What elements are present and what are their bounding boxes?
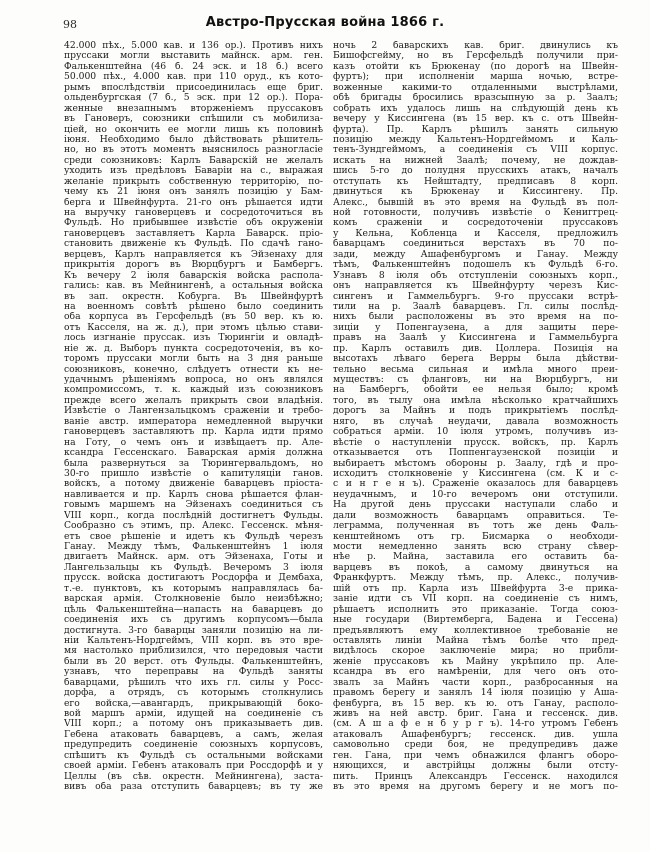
text-line: становить движеніе къ Фульдѣ. По сдачѣ гано- [64,239,323,250]
text-line: Сообразно съ этимъ, пр. Алекс. Гессенск. мѣня- [64,521,323,532]
text-line: двинуться къ Брюкенау и Киссингену. Пр. [333,187,618,198]
text-line: вечеру у Киссингена (въ 15 вер. къ с. отъ Швейн- [333,114,618,125]
text-line: с и н г е н ъ). Сраженіе оказалось для баварцевъ [333,479,618,490]
text-line: отступать къ Нейштадту, предписавъ 8 корп. [333,176,618,187]
text-line: фурта). Пр. Карлъ рѣшилъ занять сильную [333,124,618,135]
text-line: гановерцевъ заставляетъ Карла Баварск. пріо- [64,228,323,239]
text-line: ной готовности, получивъ извѣстіе о Кениггрец- [333,208,618,218]
text-line: отъ Касселя, на ж. д.), при этомъ цѣлью стави- [64,322,323,333]
text-line: собраться арміи. 10 іюля утромъ, получивъ из- [333,427,618,438]
text-line: мости немедленно занять всю страну сѣвер- [333,542,618,552]
text-line: на военномъ совѣтѣ рѣшено было соединить [64,301,323,312]
text-line: на Бамбергъ, обойти ее нельзя было; кромѣ [333,385,618,396]
text-line: Бишофсгейму, но въ Герсфельдѣ получили при- [333,51,618,62]
text-line: т.-е. пунктовъ, къ которымъ направлялась ба- [64,583,323,594]
text-line: шись 5-го до полудня прусскихъ атакъ, началъ [333,166,618,177]
text-line: высотахъ лѣваго берега Верры была дѣйстви- [333,354,618,365]
text-line: самовольно среди боя, не предупредивъ даже [333,740,618,751]
text-line: говымъ маршемъ на Эйзенахъ соединиться съ [64,500,323,511]
text-line: лось изгнаніе пруссак. изъ Тюрингіи и овладѣ- [64,333,323,344]
text-line: нихъ были расположены въ это время на по- [333,312,618,323]
text-line: дорфа, а отрядъ, съ которымъ столкнулись [64,688,323,699]
text-line: на Готу, о чемъ онъ и извѣщаетъ пр. Але- [64,437,323,448]
text-line: ксандра Гессенскаго. Баварская армія должна [64,448,323,459]
text-line: прикрытія дорогъ въ Вюрцбургъ и Бамбергъ. [64,260,323,271]
text-line: Фалькенштейна (46 б. 24 эск. и 18 б.) всего [64,61,323,72]
text-line: заніе идти съ VII корп. на соединеніе съ нимъ, [333,594,618,605]
text-line: ген. Гана, при чемъ обнажился флангъ оборо- [333,750,618,761]
text-line: сингенъ и Гаммельбургъ. 9-го пруссаки встрѣ- [333,291,618,302]
text-line: женные внезапнымъ вторженіемъ пруссаковъ [64,103,323,114]
text-line: воженные какими-то отдаленными выстрѣлами, [333,82,618,93]
text-line: была развернуться за Тюрингервальдомъ, но [64,458,323,469]
text-line: леграмма, полученная въ тотъ же день Фаль- [333,521,618,532]
text-line: звалъ за Майнъ части корп., разбросанныя на [333,677,618,688]
text-line: тили на р. Заалѣ баварцевъ. Гл. силы послѣд- [333,301,618,312]
text-line: VIII корп., когда послѣдній достигнетъ Фульды. [64,510,323,521]
right-column [333,41,618,793]
text-line: ціей, но окончить ее могли лишь къ половинѣ [64,124,323,135]
text-line: верцевъ, Карлъ направляется къ Эйзенаху для [64,249,323,260]
text-line: прусск. войска достигаютъ Росдорфа и Дембаха, [64,573,323,584]
text-line: спѣшитъ къ Фульдѣ съ остальными войсками [64,750,323,761]
text-line: дали возможность баварцамъ оправиться. Те- [333,510,618,521]
text-line: шій отъ пр. Карла изъ Швейфурта 3-е прика- [333,583,618,594]
text-line: 42.000 пѣх., 5.000 кав. и 136 ор.). Противъ нихъ [64,41,323,51]
text-line: ксандра въ его намѣреніи, для чего онъ ото- [333,667,618,678]
text-line: его войска,—авангардъ, прикрывающій боко- [64,698,323,709]
text-line: пр. Карлъ оставилъ див. Цоллера. Позиція на [333,343,618,354]
text-line: вивъ оба раза отступить баварцевъ; въ ту же [64,782,323,793]
text-line: компромиссомъ, т. к. каждый изъ союзниковъ [64,385,323,396]
text-line: своей арміи. Гебенъ атаковалъ при Россдорфѣ и у [64,761,323,772]
text-line: выбираетъ мѣстомъ обороны р. Заалу, гдѣ и про- [333,458,618,469]
text-line: навливается и пр. Карлъ снова рѣшается флан- [64,489,323,500]
text-line: пруссаки могли выставить майнск. арм. ген. [64,51,323,62]
text-line: Извѣстіе о Лангензальцкомъ сраженіи и требо- [64,406,323,417]
text-line: Фульдѣ. Но прибывшее извѣстіе объ окруженіи [64,218,323,229]
text-line: были въ 20 верст. отъ Фульды. Фалькенштейнъ, [64,656,323,667]
text-line: войскъ, а потому движеніе баварцевъ пріоста- [64,479,323,490]
text-line: обѣ бригады бросились вразсыпную за р. Заалъ; [333,93,618,104]
text-line: у Кельна, Кобленца и Касселя, предложилъ [333,228,618,239]
text-line: видѣлось скорое заключеніе мира; но прибли- [333,646,618,657]
text-line: прежде всего желалъ прикрыть свои владѣнія. [64,395,323,406]
text-line: предупредить соединеніе союзныхъ корпусовъ, [64,740,323,751]
text-line: Лангельзальцы къ Фульдѣ. Вечеромъ 3 іюля [64,562,323,573]
text-line: зади, между Ашафенбургомъ и Ганау. Между [333,249,618,260]
text-line: искать на нижней Заалѣ; почему, не дождав- [333,155,618,166]
page-header [0,15,650,35]
text-line: соединенія ихъ съ другимъ корпусомъ—была [64,615,323,626]
text-line: въ зап. окрестн. Кобурга. Въ Швейнфуртѣ [64,291,323,302]
text-line: въ Гановеръ, союзники спѣшили съ мобилиза- [64,114,323,125]
text-line: желаніе прикрыть собственную территорію, по- [64,176,323,187]
text-line: но, но въ этотъ моментъ выяснилось разногласіе [64,145,323,156]
text-line: фуртъ); при исполненіи марша ночью, встре- [333,72,618,83]
text-line: Къ вечеру 2 іюля баварскія войска распола- [64,270,323,281]
text-line: ночь 2 баварскихъ кав. бриг. двинулись къ [333,41,618,51]
text-line: баварцамъ соединиться верстахъ въ 70 по- [333,239,618,250]
text-line: союзниковъ, конечно, слѣдуетъ отнести къ не- [64,364,323,375]
text-line: достигнута. 3-го баварцы заняли позицію на ли- [64,625,323,636]
page-number: 98 [63,18,77,31]
text-line: вѣстіе о наступленіи прусск. войскъ, пр. Карлъ [333,437,618,448]
text-line: среди союзниковъ: Карлъ Баварскій не желалъ [64,155,323,166]
text-line: няющихся, и австрійцы должны были отсту- [333,761,618,772]
text-line: пить. Принцъ Александръ Гессенск. находился [333,771,618,782]
text-line: муществъ: съ фланговъ, ни на Вюрцбургъ, ни [333,375,618,385]
text-line: въ это время на другомъ берегу и не могъ по- [333,782,618,793]
text-line: собрать ихъ удалось лишь на слѣдующій день къ [333,103,618,114]
page-title: Австро-Прусская война 1866 г. [205,15,445,30]
text-line: на выручку гановерцевъ и сосредоточиться въ [64,208,323,218]
text-line: фенбурга, въ 15 вер. къ ю. отъ Ганау, располо- [333,698,618,709]
text-line: ніе ж. д. Выборъ пункта сосредоточенія, въ ко- [64,343,323,354]
text-line: гались: кав. въ Мейнингенѣ, а остальныя войска [64,281,323,292]
text-line: ваніе австр. императора немедленной выручки [64,416,323,427]
text-line: исходитъ столкновеніе у Киссингена (см. К и с- [333,468,618,479]
text-line: кенштейномъ отъ гр. Бисмарка о необходи- [333,531,618,542]
text-line: 50.000 пѣх., 4.000 кав. при 110 оруд., къ кото- [64,72,323,83]
text-line: комъ сраженіи и сосредоточеніи пруссаковъ [333,218,618,229]
text-line: рѣшаетъ исполнить это приказаніе. Тогда союз- [333,604,618,615]
text-columns [64,41,618,793]
text-line: VIII корп.; а потому онъ приказываетъ див. [64,719,323,730]
text-line: ольденбургская (7 б., 5 эск. при 12 ор.). Пора- [64,93,323,104]
text-line: цѣль Фалькенштейна—напасть на баварцевъ до [64,604,323,615]
text-line: Франкфуртъ. Между тѣмъ, пр. Алекс., получив- [333,573,618,584]
text-line: рымъ впослѣдствіи присоединилась еще бриг. [64,82,323,93]
text-line: Целлы (въ сѣв. окрестн. Мейнингена), заста- [64,771,323,782]
text-line: нѣе р. Майна, заставила его оставить ба- [333,552,618,563]
text-line: ніи Кальтенъ-Нордгеймъ, VIII корп. въ это вре- [64,635,323,646]
left-column [64,41,323,793]
text-line: того, въ тылу она имѣла нѣсколько кратчайшихъ [333,395,618,406]
text-line: оба корпуса въ Герсфельдѣ (въ 50 вер. къ ю. [64,312,323,323]
text-line: удачнымъ рѣшеніямъ вопроса, но онъ являлся [64,375,323,385]
text-line: предъявляютъ ему коллективное требованіе не [333,625,618,636]
text-line: правомъ берегу и занялъ 14 іюля позицію у Аша- [333,688,618,699]
text-line: 30-го пришло извѣстіе о капитуляціи ганов. [64,468,323,479]
text-line: етъ свое рѣшеніе и идетъ къ Фульдѣ черезъ [64,531,323,542]
text-line: Ганау. Между тѣмъ, Фалькенштейнъ 1 іюля [64,542,323,552]
text-line: Алекс., бывшій въ это время на Фульдѣ въ пол- [333,197,618,208]
text-line: позицію между Кальтенъ-Нордгеймомъ и Каль- [333,134,618,145]
text-line: двигаетъ Майнск. арм. отъ Эйзенаха, Готы и [64,552,323,563]
text-line: онъ направляется къ Швейнфурту черезъ Кис- [333,281,618,292]
text-line: чему къ 21 іюня онъ занялъ позицію у Бам- [64,187,323,198]
text-line: узнавъ, что переправы на Фульдѣ заняты [64,667,323,678]
text-line: казъ отойти къ Брюкенау (по дорогѣ на Швейн- [333,61,618,72]
text-line: гановерцевъ заставляютъ пр. Карла идти прямо [64,427,323,438]
text-line: На другой день пруссаки наступали слабо и [333,500,618,511]
text-line: тенъ-Зундгеймомъ, а соединенія съ VIII корпус. [333,145,618,156]
text-line: вой маршъ арміи, идущей на соединеніе съ [64,709,323,719]
text-line: правъ на Заалѣ у Киссингена и Гаммельбурга [333,333,618,344]
text-line: неудачнымъ, и 10-го вечеромъ они отступили. [333,489,618,500]
text-line: зиціи у Попенгаузена, а для защиты пере- [333,322,618,333]
text-line: отказывается отъ Поппенгаузенской позиціи и [333,448,618,459]
text-line: берга и Швейнфурта. 21-го онъ рѣшается идти [64,197,323,208]
text-line: женіе пруссаковъ къ Майну укрѣпило пр. Але- [333,656,618,667]
text-line: ные государи (Виртемберга, Бадена и Гессена) [333,615,618,626]
text-line: Узнавъ 8 іюля объ отступленіи союзныхъ корп., [333,270,618,281]
text-line: няго, въ случаѣ неудачи, давала возможность [333,416,618,427]
text-line: атаковалъ Ашафенбургъ; гессенск. див. ушла [333,729,618,740]
text-line: мя настолько приблизился, что передовыя части [64,646,323,657]
text-line: варцевъ въ покоѣ, а самому двинуться на [333,562,618,573]
text-line: оставлять линіи Майна тѣмъ болѣе что пред- [333,635,618,646]
text-line: (см. А ш а ф е н б у р г ъ). 14-го утромъ Гебенъ [333,719,618,730]
text-line: баварцами, рѣшилъ что ихъ гл. силы у Росс- [64,677,323,688]
text-line: торомъ пруссаки могли быть на 3 дня раньше [64,354,323,365]
text-line: дорогъ за Майнъ и подъ прикрытіемъ послѣд- [333,406,618,417]
text-line: живъ на ней австр. бриг. Гана и гессенск. див. [333,709,618,719]
text-line: Гебена атаковать баварцевъ, а самъ, желая [64,729,323,740]
text-line: уходить изъ предѣловъ Баваріи на с., выражая [64,166,323,177]
text-line: варская армія. Столкновеніе было неизбѣжно; [64,594,323,605]
text-line: іюня. Необходимо было дѣйствовать рѣшитель- [64,134,323,145]
text-line: тѣмъ, Фалькенштейнъ подошелъ къ Фульдѣ 6-го. [333,260,618,271]
text-line: тельно весьма сильная и имѣла много преи- [333,364,618,375]
